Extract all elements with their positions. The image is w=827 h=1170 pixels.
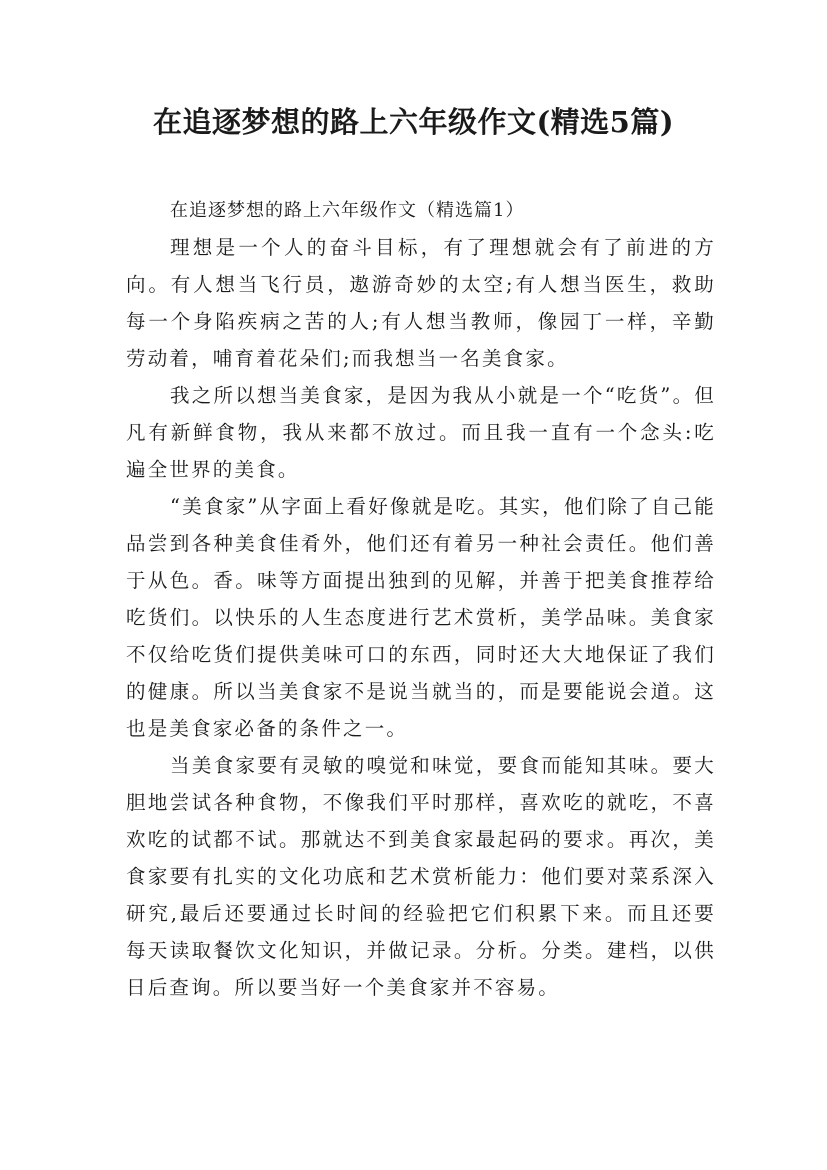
document-title: 在追逐梦想的路上六年级作文(精选5篇)	[152, 105, 675, 139]
paragraph-2: 我之所以想当美食家，是因为我从小就是一个“吃货”。但凡有新鲜食物，我从来都不放过。而且我一直有一个念头:吃遍全世界的美食。	[126, 384, 716, 481]
paragraph-1: 理想是一个人的奋斗目标，有了理想就会有了前进的方向。有人想当飞行员，遨游奇妙的太空;有人想当医生，救助每一个身陷疾病之苦的人;有人想当教师，像园丁一样，辛勤劳动着，哺育着花朵们;而我想当一名美食家。	[126, 236, 716, 370]
essay-subheading: 在追逐梦想的路上六年级作文（精选篇1）	[170, 200, 525, 221]
paragraph-4: 当美食家要有灵敏的嗅觉和味觉，要食而能知其味。要大胆地尝试各种食物，不像我们平时那样，喜欢吃的就吃，不喜欢吃的试都不试。那就达不到美食家最起码的要求。再次，美食家要有扎实的文化功底和艺术赏析能力：他们要对菜系深入研究,最后还要通过长时间的经验把它们积累下来。而且还要每天读取餐饮文化知识，并做记录。分析。分类。建档，以供日后查询。所以要当好一个美食家并不容易。	[126, 754, 716, 999]
paragraph-3: “美食家”从字面上看好像就是吃。其实，他们除了自己能品尝到各种美食佳肴外，他们还有着另一种社会责任。他们善于从色。香。味等方面提出独到的见解，并善于把美食推荐给吃货们。以快乐的人生态度进行艺术赏析，美学品味。美食家不仅给吃货们提供美味可口的东西，同时还大大地保证了我们的健康。所以当美食家不是说当就当的，而是要能说会道。这也是美食家必备的条件之一。	[126, 495, 716, 740]
document-body	[126, 192, 716, 1006]
